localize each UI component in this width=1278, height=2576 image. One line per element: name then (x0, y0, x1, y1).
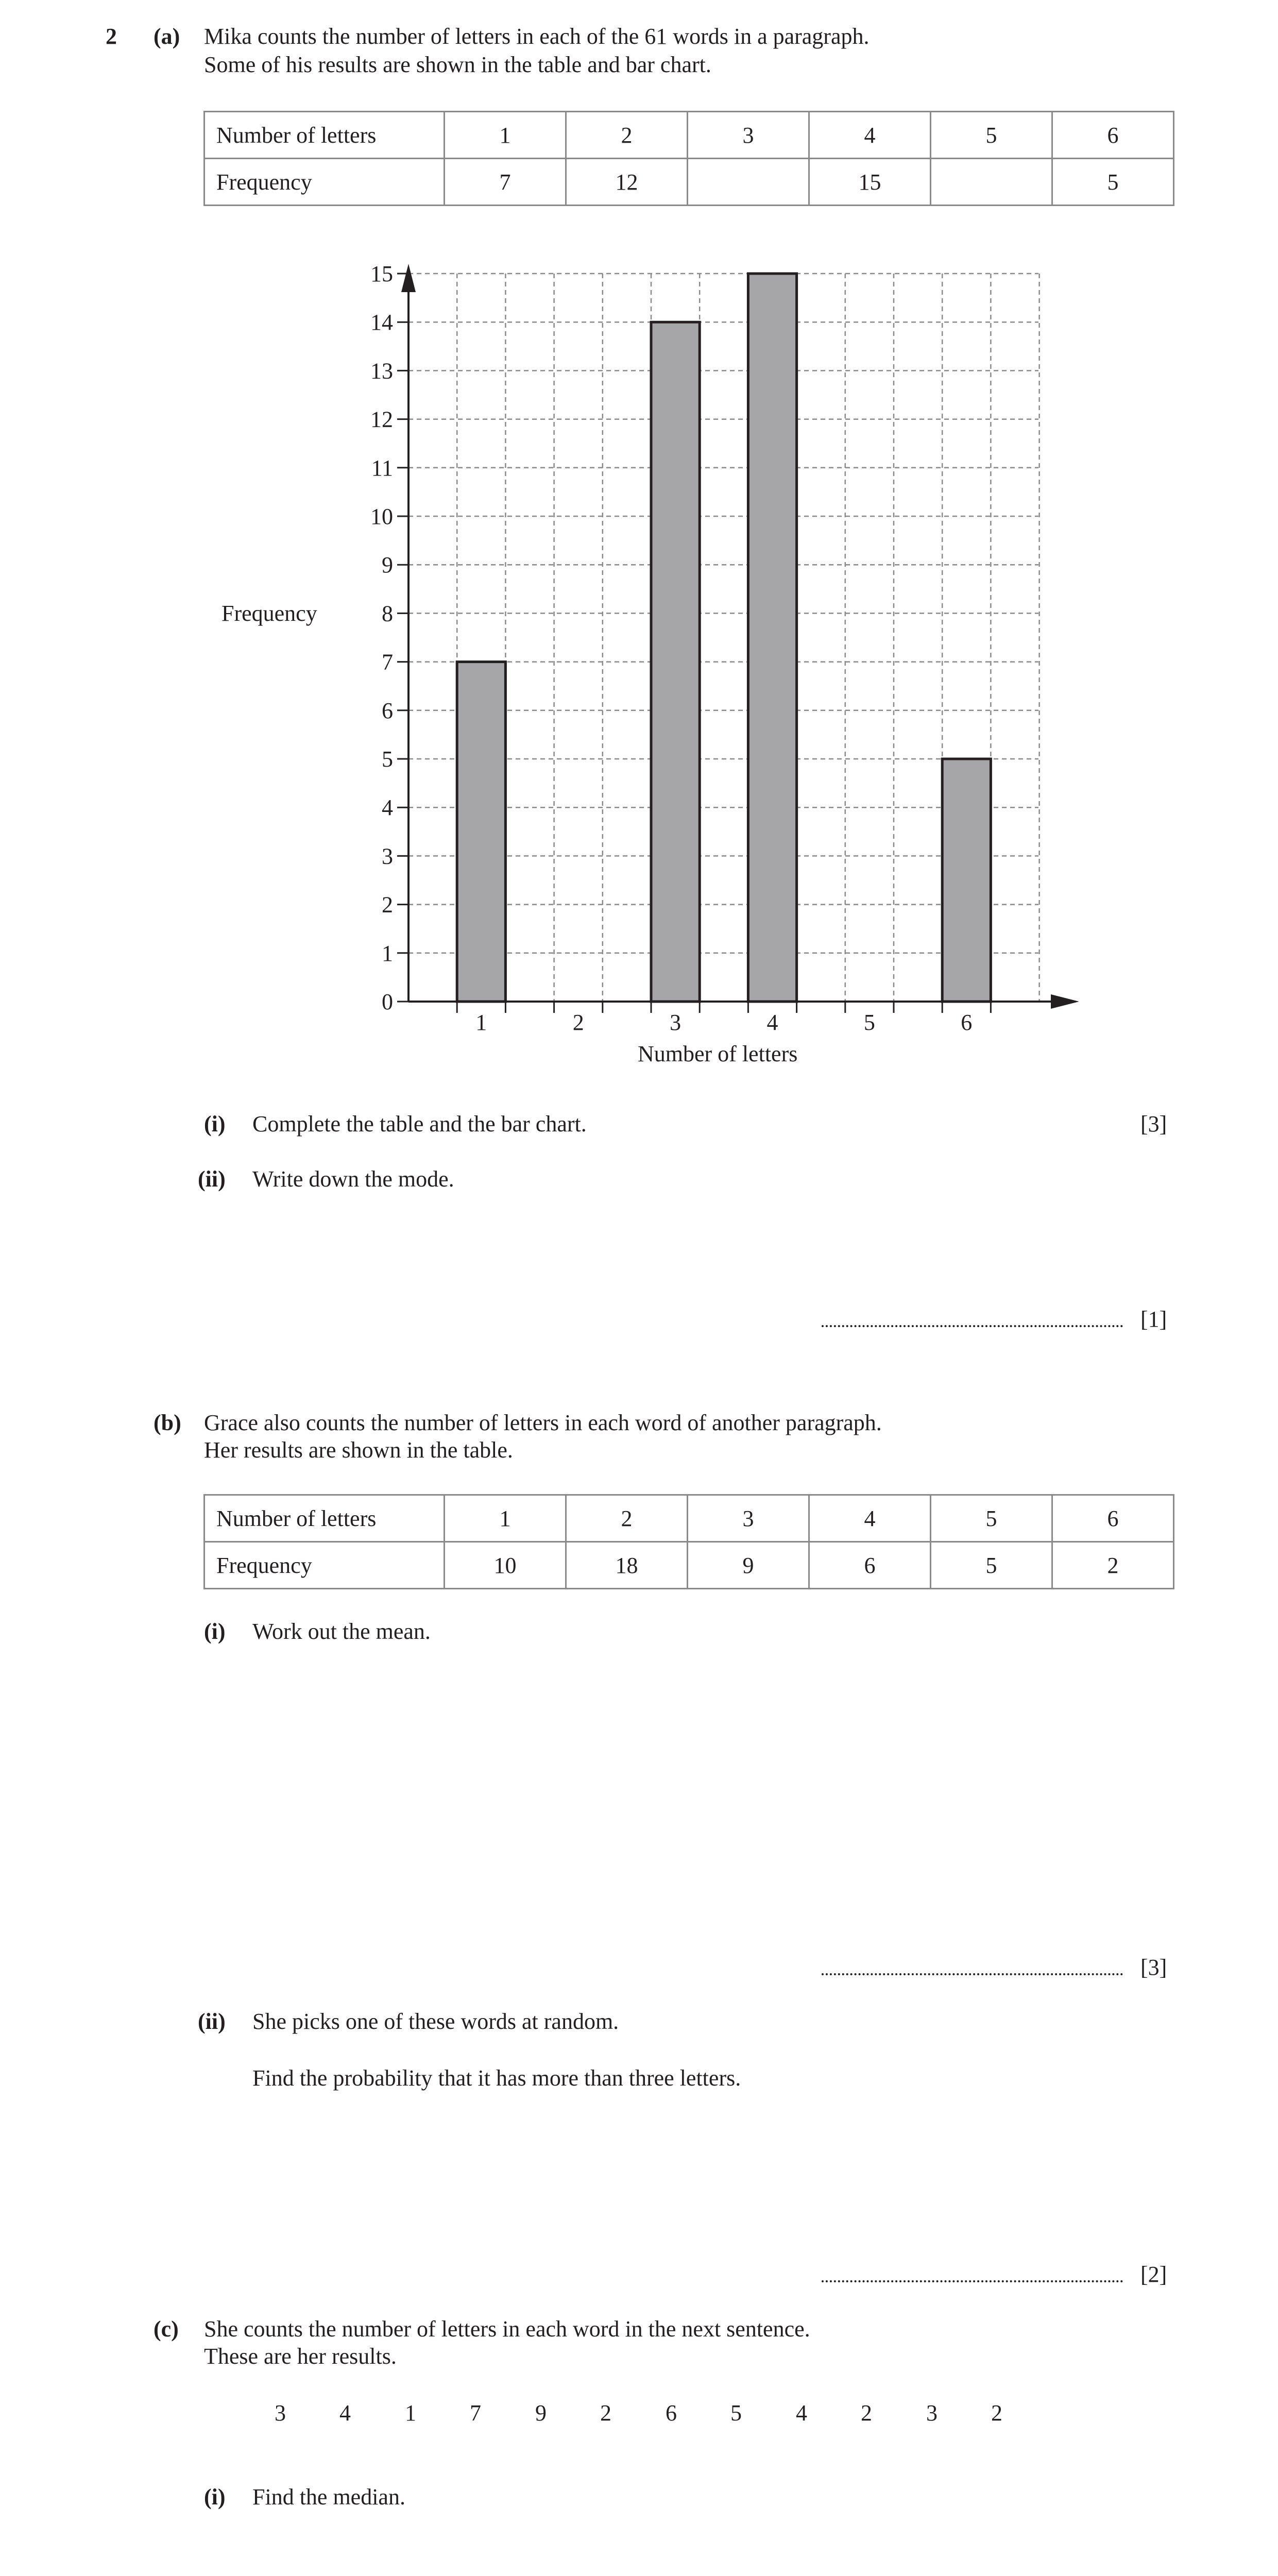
y-tick-label: 7 (382, 649, 393, 675)
table-cell: 5 (1052, 159, 1174, 206)
result-value: 2 (991, 2400, 1002, 2426)
y-tick-label: 12 (370, 406, 393, 432)
x-tick-label: 2 (572, 1010, 584, 1035)
table-cell: 6 (1052, 112, 1174, 159)
x-tick-label: 1 (475, 1010, 487, 1035)
table-cell: 7 (445, 159, 566, 206)
result-value: 2 (861, 2400, 872, 2426)
bar-chart (0, 0, 1278, 1092)
table-cell: 4 (809, 1495, 931, 1542)
x-tick-label: 3 (670, 1010, 681, 1035)
table-cell: 5 (931, 112, 1052, 159)
y-tick-label: 10 (370, 504, 393, 529)
table-cell: 2 (566, 1495, 688, 1542)
result-value: 5 (730, 2400, 742, 2426)
result-value: 3 (275, 2400, 286, 2426)
table-header-letters: Number of letters (205, 112, 445, 159)
answer-line[interactable] (822, 1325, 1123, 1327)
chart-ylabel: Frequency (221, 601, 317, 626)
part-c-i-label: (i) (204, 2484, 226, 2510)
y-tick-label: 14 (370, 310, 393, 335)
table-cell: 9 (688, 1542, 809, 1589)
x-tick-label: 4 (766, 1010, 778, 1035)
part-a-intro-line2: Some of his results are shown in the table and bar chart. (204, 52, 711, 77)
result-value: 9 (535, 2400, 547, 2426)
bar (651, 322, 700, 1002)
part-b-i-text: Work out the mean. (252, 1619, 431, 1644)
table-row (205, 1495, 1174, 1542)
part-a-i-label: (i) (204, 1111, 226, 1137)
result-value: 2 (600, 2400, 611, 2426)
table-cell: 3 (688, 1495, 809, 1542)
answer-line[interactable] (822, 2280, 1123, 2282)
part-b-ii-label: (ii) (198, 2009, 226, 2034)
result-value: 3 (926, 2400, 938, 2426)
table-cell: 6 (809, 1542, 931, 1589)
table-cell: 10 (445, 1542, 566, 1589)
y-tick-label: 0 (382, 989, 393, 1014)
y-tick-label: 1 (382, 940, 393, 966)
part-b-intro-line2: Her results are shown in the table. (204, 1437, 513, 1463)
part-c-intro-line2: These are her results. (204, 2344, 397, 2369)
table-header-letters: Number of letters (205, 1495, 445, 1542)
table-cell: 5 (931, 1495, 1052, 1542)
result-value: 6 (666, 2400, 677, 2426)
y-tick-label: 15 (370, 261, 393, 286)
table-header-frequency: Frequency (205, 1542, 445, 1589)
y-tick-label: 9 (382, 552, 393, 578)
part-b-i-marks: [3] (1140, 1955, 1167, 1980)
table-cell: 4 (809, 112, 931, 159)
part-b-ii-text2: Find the probability that it has more than three letters. (252, 2065, 741, 2091)
x-tick-label: 5 (863, 1010, 875, 1035)
y-tick-label: 4 (382, 795, 393, 821)
table-row (205, 1542, 1174, 1589)
bar (748, 274, 796, 1002)
part-c-label: (c) (154, 2316, 179, 2342)
part-b-ii-text1: She picks one of these words at random. (252, 2009, 619, 2034)
table-cell: 15 (809, 159, 931, 206)
part-a-ii-marks: [1] (1140, 1307, 1167, 1332)
answer-line[interactable] (822, 1973, 1123, 1975)
table-cell: 12 (566, 159, 688, 206)
table-cell: 2 (566, 112, 688, 159)
part-a-i-marks: [3] (1140, 1111, 1167, 1137)
result-value: 4 (339, 2400, 351, 2426)
x-tick-label: 6 (961, 1010, 973, 1035)
y-tick-label: 6 (382, 698, 393, 723)
table-header-frequency: Frequency (205, 159, 445, 206)
part-c-i-text: Find the median. (252, 2484, 405, 2510)
table-cell: 1 (445, 1495, 566, 1542)
bar (457, 662, 505, 1002)
part-a-i-text: Complete the table and the bar chart. (252, 1111, 587, 1137)
y-tick-label: 11 (371, 455, 393, 481)
part-b-ii-marks: [2] (1140, 2262, 1167, 2287)
table-cell: 1 (445, 112, 566, 159)
part-b-i-label: (i) (204, 1619, 226, 1644)
y-tick-label: 3 (382, 843, 393, 869)
table-cell: 3 (688, 112, 809, 159)
result-value: 7 (470, 2400, 481, 2426)
table-cell: 2 (1052, 1542, 1174, 1589)
part-b-intro-line1: Grace also counts the number of letters in each word of another paragraph. (204, 1410, 882, 1435)
y-tick-label: 13 (370, 358, 393, 384)
x-axis-arrow-icon (1051, 994, 1079, 1009)
part-c-intro-line1: She counts the number of letters in each word in the next sentence. (204, 2316, 810, 2342)
result-value: 4 (796, 2400, 807, 2426)
part-b-label: (b) (154, 1410, 181, 1435)
part-a-intro-line1: Mika counts the number of letters in each of the 61 words in a paragraph. (204, 24, 870, 49)
part-a-ii-text: Write down the mode. (252, 1166, 454, 1192)
table-cell: 5 (931, 1542, 1052, 1589)
y-tick-label: 5 (382, 747, 393, 772)
result-value: 1 (405, 2400, 416, 2426)
part-a-ii-label: (ii) (198, 1166, 226, 1192)
y-tick-label: 2 (382, 892, 393, 918)
y-tick-label: 8 (382, 601, 393, 626)
y-axis-arrow-icon (401, 264, 416, 292)
chart-xlabel: Number of letters (638, 1041, 798, 1066)
part-b-frequency-table (203, 1494, 1174, 1589)
table-cell: 6 (1052, 1495, 1174, 1542)
part-a-label: (a) (154, 24, 180, 49)
question-number: 2 (106, 24, 117, 49)
bar (942, 759, 991, 1002)
table-cell: 18 (566, 1542, 688, 1589)
